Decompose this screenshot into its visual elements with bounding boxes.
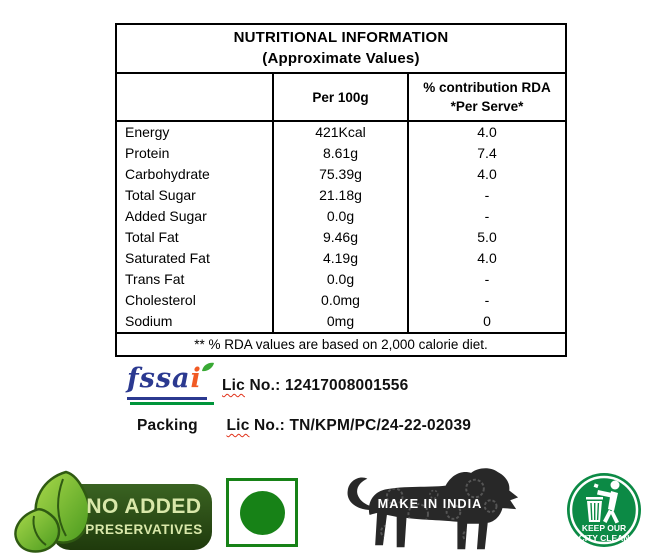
no-added-preservatives-badge bbox=[8, 466, 216, 560]
fssai-underline-blue bbox=[127, 397, 207, 400]
lic-rest: No.: bbox=[245, 377, 285, 394]
nutrient-rda: - bbox=[484, 271, 490, 287]
keep-clean-line1: KEEP OUR bbox=[581, 523, 627, 533]
lion-icon bbox=[348, 468, 519, 549]
fssai-text-main: fssa bbox=[127, 363, 191, 394]
nutrient-rda: 4.0 bbox=[477, 166, 497, 182]
column-header-rda bbox=[409, 74, 565, 120]
nutrient-per100g: 421Kcal bbox=[274, 122, 409, 143]
make-in-india-text: MAKE IN INDIA bbox=[377, 496, 483, 512]
nutrient-per100g: 8.61g bbox=[274, 143, 409, 164]
nutrient-rda: 7.4 bbox=[477, 145, 497, 161]
table-subtitle: (Approximate Values) bbox=[262, 50, 420, 67]
badge-line1: NO ADDED bbox=[86, 495, 202, 518]
lic-word: Lic bbox=[226, 417, 250, 434]
nutrient-label: Trans Fat bbox=[117, 269, 274, 290]
nutrient-rda: - bbox=[484, 208, 490, 224]
table-row bbox=[117, 206, 565, 227]
keep-city-clean-logo bbox=[565, 470, 643, 557]
fssai-wordmark bbox=[127, 363, 202, 394]
table-row bbox=[117, 290, 565, 311]
column-header-empty bbox=[117, 74, 274, 120]
fssai-license-number: 12417008001556 bbox=[284, 377, 409, 394]
nutrient-rda: - bbox=[484, 187, 490, 203]
nutrient-rda: - bbox=[484, 292, 490, 308]
packing-label: Packing bbox=[137, 417, 198, 434]
nutrient-label: Protein bbox=[117, 143, 274, 164]
nutrient-label: Saturated Fat bbox=[117, 248, 274, 269]
nutrient-per100g: 21.18g bbox=[274, 185, 409, 206]
table-row bbox=[117, 122, 565, 143]
nutrient-per100g: 0.0g bbox=[274, 269, 409, 290]
table-row bbox=[117, 164, 565, 185]
nutrition-table bbox=[115, 23, 567, 357]
nutrient-rda: 5.0 bbox=[477, 229, 497, 245]
packing-license-number: TN/KPM/PC/24-22-02039 bbox=[289, 417, 472, 434]
nutrient-per100g: 0.0g bbox=[274, 206, 409, 227]
badge-line2: PRESERVATIVES bbox=[85, 522, 203, 537]
nutrient-label: Total Fat bbox=[117, 227, 274, 248]
nutrient-per100g: 75.39g bbox=[274, 164, 409, 185]
fssai-license-line bbox=[222, 377, 408, 395]
nutrient-label: Sodium bbox=[117, 311, 274, 332]
table-title: NUTRITIONAL INFORMATION bbox=[233, 29, 449, 46]
nutrient-per100g: 0.0mg bbox=[274, 290, 409, 311]
fssai-underline-green bbox=[130, 402, 214, 405]
nutrient-label: Added Sugar bbox=[117, 206, 274, 227]
table-row bbox=[117, 185, 565, 206]
table-row bbox=[117, 248, 565, 269]
leaf-icon bbox=[15, 509, 59, 551]
table-title-block bbox=[117, 25, 565, 74]
nutrient-rda: 4.0 bbox=[477, 124, 497, 140]
keep-clean-line2: CITY CLEAN bbox=[578, 533, 630, 543]
nutrient-rda: 0 bbox=[483, 313, 491, 329]
fssai-logo bbox=[127, 364, 217, 408]
nutrient-per100g: 4.19g bbox=[274, 248, 409, 269]
veg-mark-icon bbox=[226, 478, 298, 547]
nutrient-label: Total Sugar bbox=[117, 185, 274, 206]
table-row bbox=[117, 227, 565, 248]
table-body bbox=[117, 122, 565, 332]
column-header-per100g: Per 100g bbox=[274, 74, 409, 120]
column-header-rda-line1: % contribution RDA bbox=[423, 80, 551, 95]
column-header-rda-line2: *Per Serve* bbox=[450, 99, 524, 114]
table-footnote: ** % RDA values are based on 2,000 calorie diet. bbox=[117, 332, 565, 355]
nutrient-label: Carbohydrate bbox=[117, 164, 274, 185]
leaf-icon bbox=[201, 360, 215, 378]
make-in-india-logo bbox=[336, 463, 522, 560]
table-row bbox=[117, 269, 565, 290]
nutrient-per100g: 9.46g bbox=[274, 227, 409, 248]
table-row bbox=[117, 311, 565, 332]
lic-word: Lic bbox=[222, 377, 245, 394]
fssai-text-i: i bbox=[190, 363, 202, 394]
table-column-headers bbox=[117, 74, 565, 122]
packing-license-line bbox=[137, 417, 471, 435]
nutrient-rda: 4.0 bbox=[477, 250, 497, 266]
veg-dot bbox=[240, 491, 285, 535]
nutrient-label: Energy bbox=[117, 122, 274, 143]
nutrient-label: Cholesterol bbox=[117, 290, 274, 311]
table-row bbox=[117, 143, 565, 164]
lic-rest: No.: bbox=[249, 417, 290, 434]
nutrient-per100g: 0mg bbox=[274, 311, 409, 332]
